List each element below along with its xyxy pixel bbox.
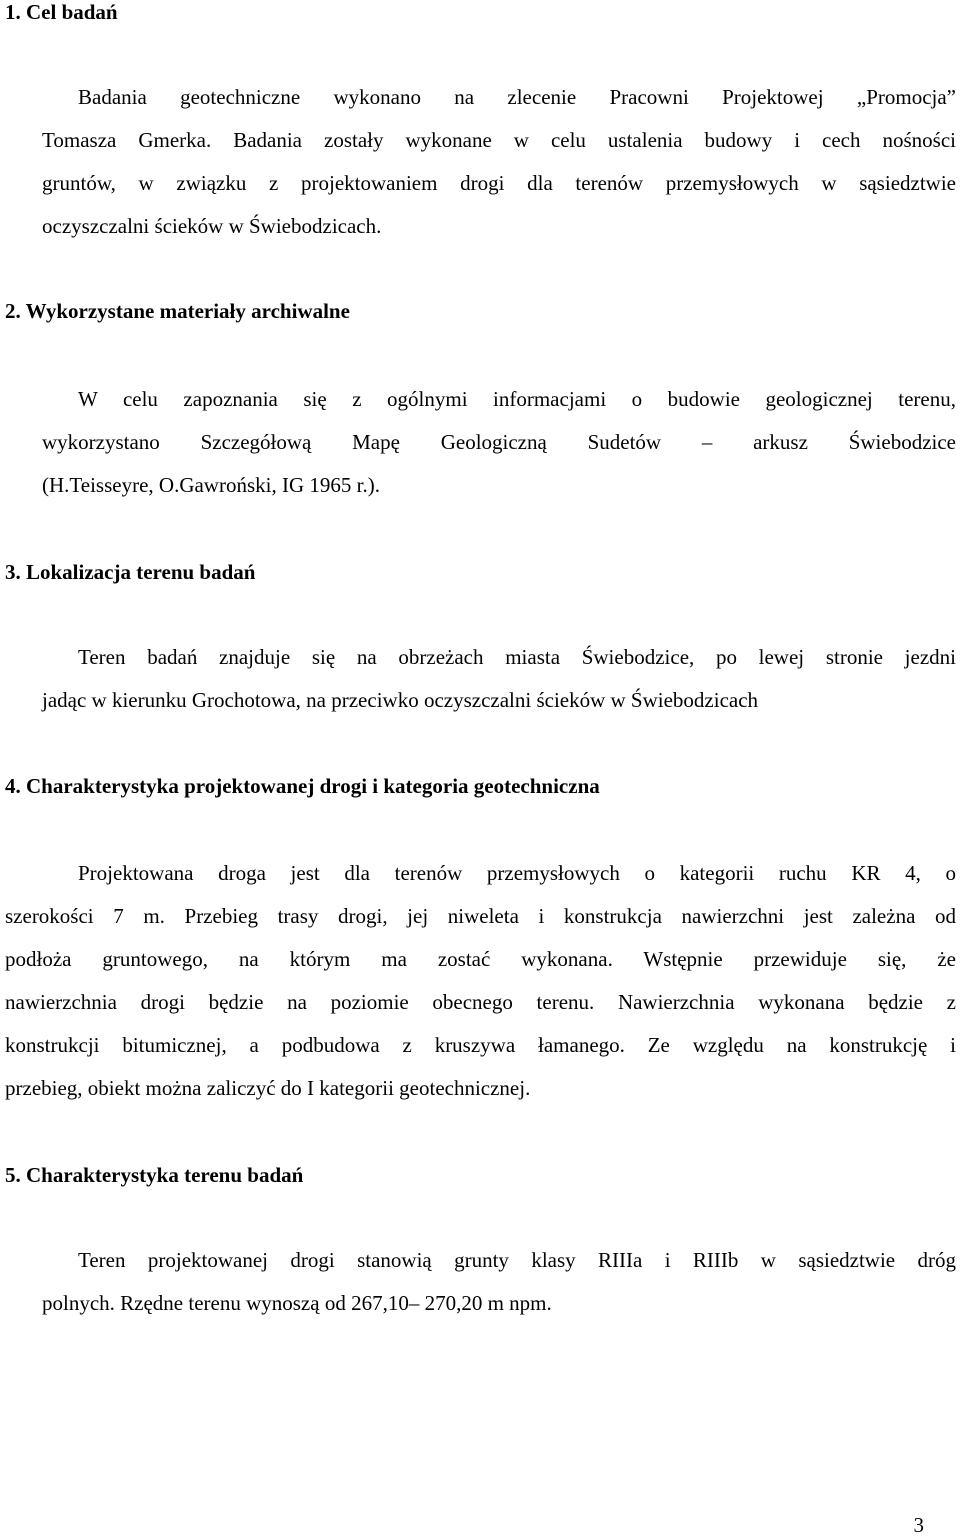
section-1-heading: 1. Cel badań bbox=[5, 0, 118, 24]
paragraph-line: oczyszczalni ścieków w Świebodzicach. bbox=[42, 214, 382, 238]
paragraph-line: Tomasza Gmerka. Badania zostały wykonane w celu ustalenia budowy i cech nośności bbox=[42, 128, 956, 152]
section-2-paragraph bbox=[42, 378, 956, 507]
paragraph-line: polnych. Rzędne terenu wynoszą od 267,10– 270,20 m npm. bbox=[42, 1291, 552, 1315]
paragraph-line: nawierzchnia drogi będzie na poziomie obecnego terenu. Nawierzchnia wykonana będzie z bbox=[5, 990, 956, 1014]
paragraph-line: Teren projektowanej drogi stanowią grunty klasy RIIIa i RIIIb w sąsiedztwie dróg bbox=[78, 1248, 956, 1272]
section-3-heading: 3. Lokalizacja terenu badań bbox=[5, 560, 256, 584]
paragraph-line: przebieg, obiekt można zaliczyć do I kategorii geotechnicznej. bbox=[5, 1076, 531, 1100]
section-2-heading: 2. Wykorzystane materiały archiwalne bbox=[5, 299, 350, 323]
paragraph-line: szerokości 7 m. Przebieg trasy drogi, jej niweleta i konstrukcja nawierzchni jest zależna od bbox=[5, 904, 956, 928]
section-5-paragraph bbox=[42, 1239, 956, 1325]
paragraph-line: Badania geotechniczne wykonano na zlecenie Pracowni Projektowej „Promocja” bbox=[78, 85, 956, 109]
paragraph-line: konstrukcji bitumicznej, a podbudowa z kruszywa łamanego. Ze względu na konstrukcję i bbox=[5, 1033, 956, 1057]
paragraph-line: (H.Teisseyre, O.Gawroński, IG 1965 r.). bbox=[42, 473, 380, 497]
paragraph-line: Projektowana droga jest dla terenów przemysłowych o kategorii ruchu KR 4, o bbox=[78, 861, 956, 885]
paragraph-line: gruntów, w związku z projektowaniem drogi dla terenów przemysłowych w sąsiedztwie bbox=[42, 171, 956, 195]
section-3-paragraph bbox=[42, 636, 956, 722]
page-number: 3 bbox=[913, 1513, 924, 1537]
paragraph-line: podłoża gruntowego, na którym ma zostać wykonana. Wstępnie przewiduje się, że bbox=[5, 947, 956, 971]
section-1-paragraph bbox=[42, 76, 956, 248]
paragraph-line: Teren badań znajduje się na obrzeżach miasta Świebodzice, po lewej stronie jezdni bbox=[78, 645, 956, 669]
section-5-heading: 5. Charakterystyka terenu badań bbox=[5, 1163, 304, 1187]
paragraph-line: wykorzystano Szczegółową Mapę Geologiczną Sudetów – arkusz Świebodzice bbox=[42, 430, 956, 454]
section-4-heading: 4. Charakterystyka projektowanej drogi i kategoria geotechniczna bbox=[5, 774, 600, 798]
paragraph-line: W celu zapoznania się z ogólnymi informacjami o budowie geologicznej terenu, bbox=[78, 387, 956, 411]
section-4-paragraph bbox=[5, 852, 956, 1110]
paragraph-line: jadąc w kierunku Grochotowa, na przeciwko oczyszczalni ścieków w Świebodzicach bbox=[42, 688, 759, 712]
